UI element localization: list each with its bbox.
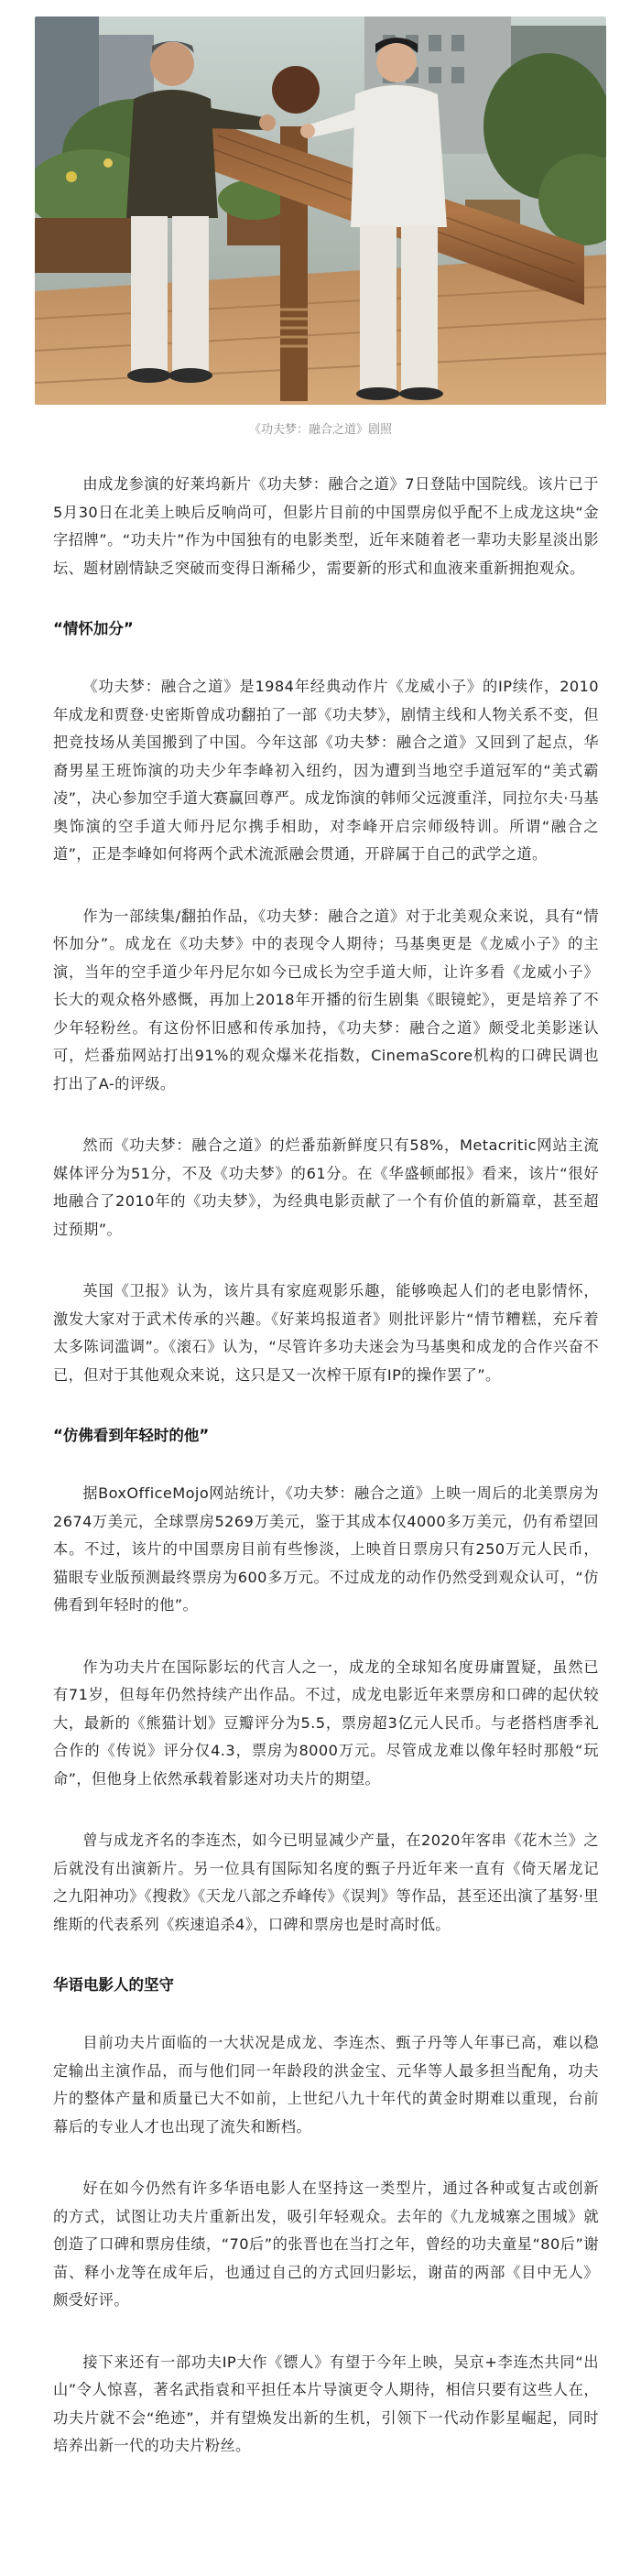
paragraph: 据BoxOfficeMojo网站统计，《功夫梦：融合之道》上映一周后的北美票房为2674万美元，全球票房5269万美元，鉴于其成本仅4000多万美元，仍有希望回本。不过，该片的中国票房目前有些惨淡，上映首日票房只有250万元人民币，猫眼专业版预测最终票房为600多万元。不过成龙的动作仍然受到观众认可，“仿佛看到年轻时的他”。	[53, 1484, 599, 1614]
photo-caption: 《功夫梦：融合之道》剧照	[248, 423, 392, 437]
paragraph: 好在如今仍然有许多华语电影人在坚持这一类型片，通过各种或复古或创新的方式，试图让功夫片重新出发，吸引年轻观众。去年的《九龙城寨之围城》就创造了口碑和票房佳绩，“70后”的张晋也在当打之年，曾经的功夫童星“80后”谢苗、释小龙等在成年后，也通过自己的方式回归影坛，谢苗的两部《目中无人》颇受好评。	[53, 2179, 599, 2309]
paragraph: 然而《功夫梦：融合之道》的烂番茄新鲜度只有58%，Metacritic网站主流媒体评分为51分，不及《功夫梦》的61分。在《华盛顿邮报》看来，该片“很好地融合了2010年的《功夫梦》，为经典电影贡献了一个有价值的新篇章，甚至超过预期”。	[53, 1136, 599, 1238]
section-heading-young-again: “仿佛看到年轻时的他”	[53, 1427, 210, 1444]
article-body	[53, 471, 599, 2494]
paragraph: 作为功夫片在国际影坛的代言人之一，成龙的全球知名度毋庸置疑，虽然已有71岁，但每年仍然持续产出作品。不过，成龙电影近年来票房和口碑的起伏较大，最新的《熊猫计划》豆瓣评分为5.5，票房超3亿元人民币。与老搭档唐季礼合作的《传说》评分仅4.3，票房为8000万元。尽管成龙难以像年轻时那般“玩命”，但他身上依然承载着影迷对功夫片的期望。	[53, 1658, 599, 1788]
paragraph-intro: 由成龙参演的好莱坞新片《功夫梦：融合之道》7日登陆中国院线。该片已于5月30日在北美上映后反响尚可，但影片目前的中国票房似乎配不上成龙这块“金字招牌”。“功夫片”作为中国独有的电影类型，近年来随着老一辈功夫影星淡出影坛、题材剧情缺乏突破而变得日渐稀少，需要新的形式和血液来重新拥抱观众。	[53, 475, 599, 577]
paragraph: 英国《卫报》认为，该片具有家庭观影乐趣，能够唤起人们的老电影情怀，激发大家对于武术传承的兴趣。《好莱坞报道者》则批评影片“情节糟糕，充斥着太多陈词滥调”。《滚石》认为，“尽管许多功夫迷会为马基奥和成龙的合作兴奋不已，但对于其他观众来说，这只是又一次榨干原有IP的操作罢了”。	[53, 1282, 599, 1384]
section-heading-nostalgia: “情怀加分”	[53, 620, 134, 637]
movie-still-illustration	[35, 16, 606, 405]
paragraph: 接下来还有一部功夫IP大作《镖人》有望于今年上映，吴京+李连杰共同“出山”令人惊喜，著名武指袁和平担任本片导演更令人期待，相信只要有这些人在，功夫片就不会“绝迹”，并有望焕发出新的生机，引领下一代动作影星崛起，同时培养出新一代的功夫片粉丝。	[53, 2353, 599, 2454]
paragraph: 《功夫梦：融合之道》是1984年经典动作片《龙威小子》的IP续作，2010年成龙和贾登·史密斯曾成功翻拍了一部《功夫梦》，剧情主线和人物关系不变，但把竞技场从美国搬到了中国。今年这部《功夫梦：融合之道》又回到了起点，华裔男星王班饰演的功夫少年李峰初入纽约，因为遭到当地空手道冠军的“美式霸凌”，决心参加空手道大赛赢回尊严。成龙饰演的韩师父远渡重洋，同拉尔夫·马基奥饰演的空手道大师丹尼尔携手相助，对李峰开启宗师级特训。所谓“融合之道”，正是李峰如何将两个武术流派融会贯通，开辟属于自己的武学之道。	[53, 678, 599, 863]
paragraph: 作为一部续集/翻拍作品，《功夫梦：融合之道》对于北美观众来说，具有“情怀加分”。成龙在《功夫梦》中的表现令人期待；马基奥更是《龙威小子》的主演，当年的空手道少年丹尼尔如今已成长为空手道大师，让许多看《龙威小子》长大的观众格外感慨，再加上2018年开播的衍生剧集《眼镜蛇》，更是培养了不少年轻粉丝。有这份怀旧感和传承加持，《功夫梦：融合之道》颇受北美影迷认可，烂番茄网站打出91%的观众爆米花指数，CinemaScore机构的口碑民调也打出了A-的评级。	[53, 907, 599, 1092]
paragraph: 目前功夫片面临的一大状况是成龙、李连杰、甄子丹等人年事已高，难以稳定输出主演作品，而与他们同一年龄段的洪金宝、元华等人最多担当配角，功夫片的整体产量和质量已大不如前，上世纪八九十年代的黄金时期难以重现，台前幕后的专业人才也出现了流失和断档。	[53, 2034, 599, 2136]
paragraph: 曾与成龙齐名的李连杰，如今已明显减少产量，在2020年客串《花木兰》之后就没有出演新片。另一位具有国际知名度的甄子丹近年来一直有《倚天屠龙记之九阳神功》《搜救》《天龙八部之乔峰传》《误判》等作品，甚至还出演了基努·里维斯的代表系列《疾速追杀4》，口碑和票房也是时高时低。	[53, 1831, 599, 1933]
section-heading-persistence: 华语电影人的坚守	[53, 1976, 174, 1994]
movie-still-photo	[35, 16, 606, 405]
